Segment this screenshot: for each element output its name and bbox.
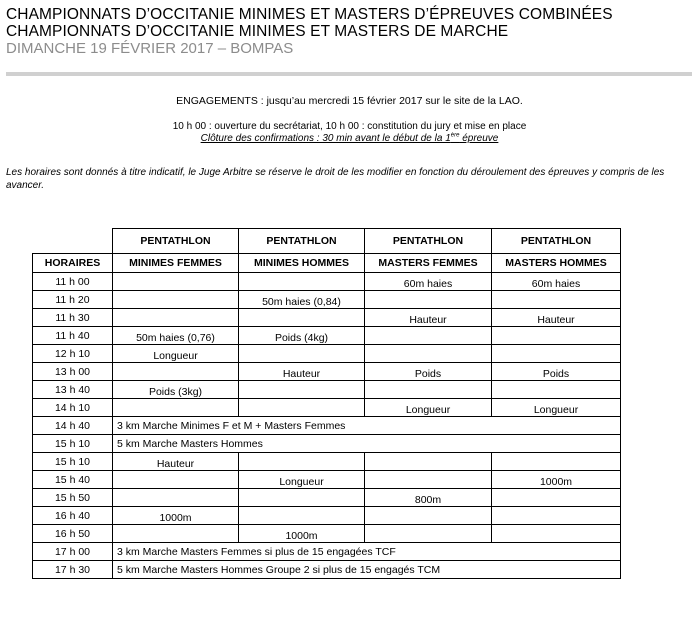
event-cell: 60m haies (492, 273, 621, 291)
secretariat-info: 10 h 00 : ouverture du secrétariat, 10 h 00 : constitution du jury et mise en place (172, 121, 527, 132)
event-cell: Poids (4kg) (239, 327, 365, 345)
time-cell: 11 h 00 (33, 273, 113, 291)
event-cell (492, 381, 621, 399)
schedule-row (33, 435, 621, 453)
event-cell (113, 525, 239, 543)
header-horaires: HORAIRES (33, 254, 113, 273)
confirmation-superscript: ère (450, 132, 460, 139)
time-cell: 15 h 40 (33, 471, 113, 489)
event-cell: 1000m (239, 525, 365, 543)
schedule-row (33, 363, 621, 381)
schedule-row (33, 489, 621, 507)
event-cell: Poids (365, 363, 492, 381)
event-cell (113, 399, 239, 417)
schedule-row (33, 561, 621, 579)
time-cell: 11 h 30 (33, 309, 113, 327)
confirmation-text: Clôture des confirmations : 30 min avant le début de la 1 (200, 133, 451, 144)
event-cell: Longueur (492, 399, 621, 417)
event-cell: Poids (492, 363, 621, 381)
time-cell: 11 h 20 (33, 291, 113, 309)
event-cell (365, 327, 492, 345)
time-cell: 15 h 50 (33, 489, 113, 507)
event-cell: Poids (3kg) (113, 381, 239, 399)
event-cell (239, 489, 365, 507)
event-cell: Longueur (239, 471, 365, 489)
schedule-row (33, 417, 621, 435)
event-cell (113, 363, 239, 381)
event-cell (113, 489, 239, 507)
header-event-type: PENTATHLON (239, 229, 365, 254)
event-cell (365, 381, 492, 399)
header-event-type: PENTATHLON (365, 229, 492, 254)
title-line-2: CHAMPIONNATS D’OCCITANIE MINIMES ET MASTERS DE MARCHE (6, 23, 509, 40)
event-cell (492, 507, 621, 525)
event-cell (239, 345, 365, 363)
event-cell: Hauteur (239, 363, 365, 381)
event-cell: Hauteur (492, 309, 621, 327)
event-cell (365, 345, 492, 363)
event-cell: 1000m (492, 471, 621, 489)
time-cell: 15 h 10 (33, 435, 113, 453)
event-cell (113, 309, 239, 327)
event-cell (492, 291, 621, 309)
header-corner-cell (33, 229, 113, 254)
disclaimer-note: Les horaires sont donnés à titre indicatif, le Juge Arbitre se réserve le droit de les modifier en fonction du déroulement des épreuves y compris de les avancer. (6, 167, 665, 191)
event-cell (239, 381, 365, 399)
time-cell: 14 h 40 (33, 417, 113, 435)
event-cell: Hauteur (113, 453, 239, 471)
schedule-row (33, 273, 621, 291)
event-cell: Longueur (365, 399, 492, 417)
time-cell: 12 h 10 (33, 345, 113, 363)
time-cell: 13 h 40 (33, 381, 113, 399)
time-cell: 13 h 00 (33, 363, 113, 381)
header-category: MASTERS FEMMES (365, 254, 492, 273)
event-cell: 50m haies (0,84) (239, 291, 365, 309)
time-cell: 16 h 50 (33, 525, 113, 543)
schedule-table-body (33, 273, 621, 579)
event-cell (492, 453, 621, 471)
header-category: MINIMES FEMMES (113, 254, 239, 273)
time-cell: 11 h 40 (33, 327, 113, 345)
event-cell (239, 453, 365, 471)
event-span-cell: 3 km Marche Minimes F et M + Masters Femmes (113, 417, 621, 435)
time-cell: 14 h 10 (33, 399, 113, 417)
event-cell (365, 471, 492, 489)
event-cell (365, 453, 492, 471)
event-cell: 800m (365, 489, 492, 507)
header-divider (6, 72, 692, 76)
header-row-top (33, 229, 621, 254)
header-event-type: PENTATHLON (113, 229, 239, 254)
event-span-cell: 5 km Marche Masters Hommes Groupe 2 si plus de 15 engagés TCM (113, 561, 621, 579)
schedule-row (33, 381, 621, 399)
schedule-row (33, 345, 621, 363)
schedule-table (32, 228, 621, 579)
time-cell: 15 h 10 (33, 453, 113, 471)
schedule-row (33, 327, 621, 345)
schedule-table-header (33, 229, 621, 273)
event-cell (492, 327, 621, 345)
header-row-bottom (33, 254, 621, 273)
time-cell: 16 h 40 (33, 507, 113, 525)
schedule-row (33, 399, 621, 417)
schedule-row (33, 309, 621, 327)
confirmation-text-end: épreuve (459, 133, 499, 144)
schedule-row (33, 525, 621, 543)
event-cell (239, 309, 365, 327)
time-cell: 17 h 30 (33, 561, 113, 579)
event-cell (113, 471, 239, 489)
header-category: MASTERS HOMMES (492, 254, 621, 273)
event-cell: Longueur (113, 345, 239, 363)
event-cell: 60m haies (365, 273, 492, 291)
schedule-row (33, 543, 621, 561)
document-header (6, 6, 694, 57)
schedule-row (33, 471, 621, 489)
schedule-info (0, 121, 699, 145)
event-cell (492, 345, 621, 363)
event-cell (113, 273, 239, 291)
event-cell (113, 291, 239, 309)
event-cell (365, 291, 492, 309)
event-cell (492, 489, 621, 507)
header-category: MINIMES HOMMES (239, 254, 365, 273)
event-cell (492, 525, 621, 543)
schedule-row (33, 453, 621, 471)
event-cell (365, 525, 492, 543)
header-event-type: PENTATHLON (492, 229, 621, 254)
event-cell (239, 507, 365, 525)
engagements-text: ENGAGEMENTS : jusqu’au mercredi 15 février 2017 sur le site de la LAO. (176, 95, 523, 107)
event-date-location: DIMANCHE 19 FÉVRIER 2017 – BOMPAS (6, 40, 294, 57)
confirmation-deadline (0, 133, 699, 145)
event-cell: Hauteur (365, 309, 492, 327)
event-span-cell: 3 km Marche Masters Femmes si plus de 15 engagées TCF (113, 543, 621, 561)
event-cell (365, 507, 492, 525)
schedule-row (33, 507, 621, 525)
event-cell (239, 399, 365, 417)
schedule-row (33, 291, 621, 309)
event-cell: 50m haies (0,76) (113, 327, 239, 345)
time-cell: 17 h 00 (33, 543, 113, 561)
event-cell: 1000m (113, 507, 239, 525)
event-cell (239, 273, 365, 291)
event-span-cell: 5 km Marche Masters Hommes (113, 435, 621, 453)
title-line-1: CHAMPIONNATS D’OCCITANIE MINIMES ET MASTERS D’ÉPREUVES COMBINÉES (6, 6, 613, 23)
